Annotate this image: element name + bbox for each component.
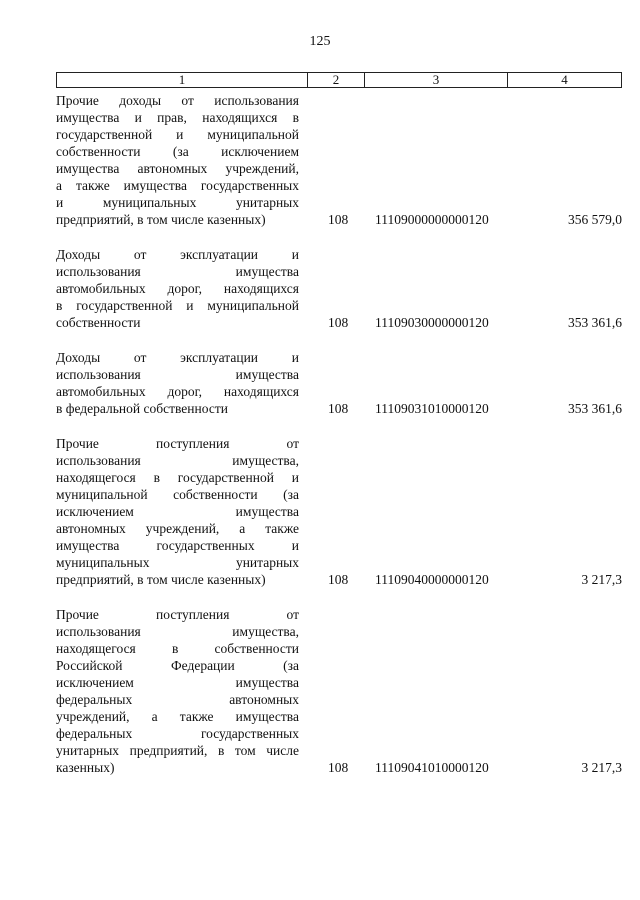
row-sum: 3 217,3 <box>581 572 622 587</box>
description-line: унитарных предприятий, в том числе <box>56 743 299 758</box>
description-line: Прочие поступления от <box>56 436 299 451</box>
description-line: предприятий, в том числе казенных) <box>56 572 266 587</box>
description-line: муниципальной собственности (за <box>56 487 299 502</box>
header-col-2: 2 <box>308 73 365 87</box>
description-line: находящегося в государственной и <box>56 470 299 485</box>
description-line: а также имущества государственных <box>56 178 299 193</box>
row-description <box>56 435 299 588</box>
description-line: учреждений, а также имущества <box>56 709 299 724</box>
description-line: предприятий, в том числе казенных) <box>56 212 266 227</box>
description-line: собственности <box>56 315 141 330</box>
row-description <box>56 606 299 776</box>
description-line: в государственной и муниципальной <box>56 298 299 313</box>
row-description <box>56 92 299 228</box>
description-line: использования имущества <box>56 264 299 279</box>
row-code: 108 <box>328 315 349 330</box>
description-line: государственной и муниципальной <box>56 127 299 142</box>
description-line: исключением имущества <box>56 675 299 690</box>
description-line: использования имущества <box>56 367 299 382</box>
row-code: 108 <box>328 212 349 227</box>
row-code: 108 <box>328 572 349 587</box>
row-sum: 353 361,6 <box>568 401 622 416</box>
description-line: автомобильных дорог, находящихся <box>56 281 299 296</box>
description-line: автомобильных дорог, находящихся <box>56 384 299 399</box>
description-line: автономных учреждений, а также <box>56 521 299 536</box>
description-line: Прочие поступления от <box>56 607 299 622</box>
row-kbk: 11109000000000120 <box>375 212 489 227</box>
description-line: и муниципальных унитарных <box>56 195 299 210</box>
row-sum: 356 579,0 <box>568 212 622 227</box>
row-kbk: 11109031010000120 <box>375 401 489 416</box>
description-line: собственности (за исключением <box>56 144 299 159</box>
row-code: 108 <box>328 760 349 775</box>
description-line: имущества и прав, находящихся в <box>56 110 299 125</box>
description-line: находящегося в собственности <box>56 641 299 656</box>
description-line: использования имущества, <box>56 624 299 639</box>
row-description <box>56 246 299 331</box>
row-description <box>56 349 299 417</box>
row-sum: 353 361,6 <box>568 315 622 330</box>
row-sum: 3 217,3 <box>581 760 622 775</box>
description-line: Доходы от эксплуатации и <box>56 247 299 262</box>
description-line: Доходы от эксплуатации и <box>56 350 299 365</box>
description-line: федеральных государственных <box>56 726 299 741</box>
description-line: Российской Федерации (за <box>56 658 299 673</box>
table-header <box>56 72 622 88</box>
description-line: федеральных автономных <box>56 692 299 707</box>
description-line: в федеральной собственности <box>56 401 228 416</box>
description-line: использования имущества, <box>56 453 299 468</box>
row-kbk: 11109040000000120 <box>375 572 489 587</box>
description-line: муниципальных унитарных <box>56 555 299 570</box>
row-code: 108 <box>328 401 349 416</box>
description-line: имущества государственных и <box>56 538 299 553</box>
description-line: имущества автономных учреждений, <box>56 161 299 176</box>
description-line: Прочие доходы от использования <box>56 93 299 108</box>
description-line: исключением имущества <box>56 504 299 519</box>
description-line: казенных) <box>56 760 115 775</box>
header-col-3: 3 <box>365 73 508 87</box>
row-kbk: 11109041010000120 <box>375 760 489 775</box>
page-number: 125 <box>309 34 331 49</box>
header-col-4: 4 <box>561 72 568 87</box>
row-kbk: 11109030000000120 <box>375 315 489 330</box>
header-col-1: 1 <box>57 73 308 87</box>
